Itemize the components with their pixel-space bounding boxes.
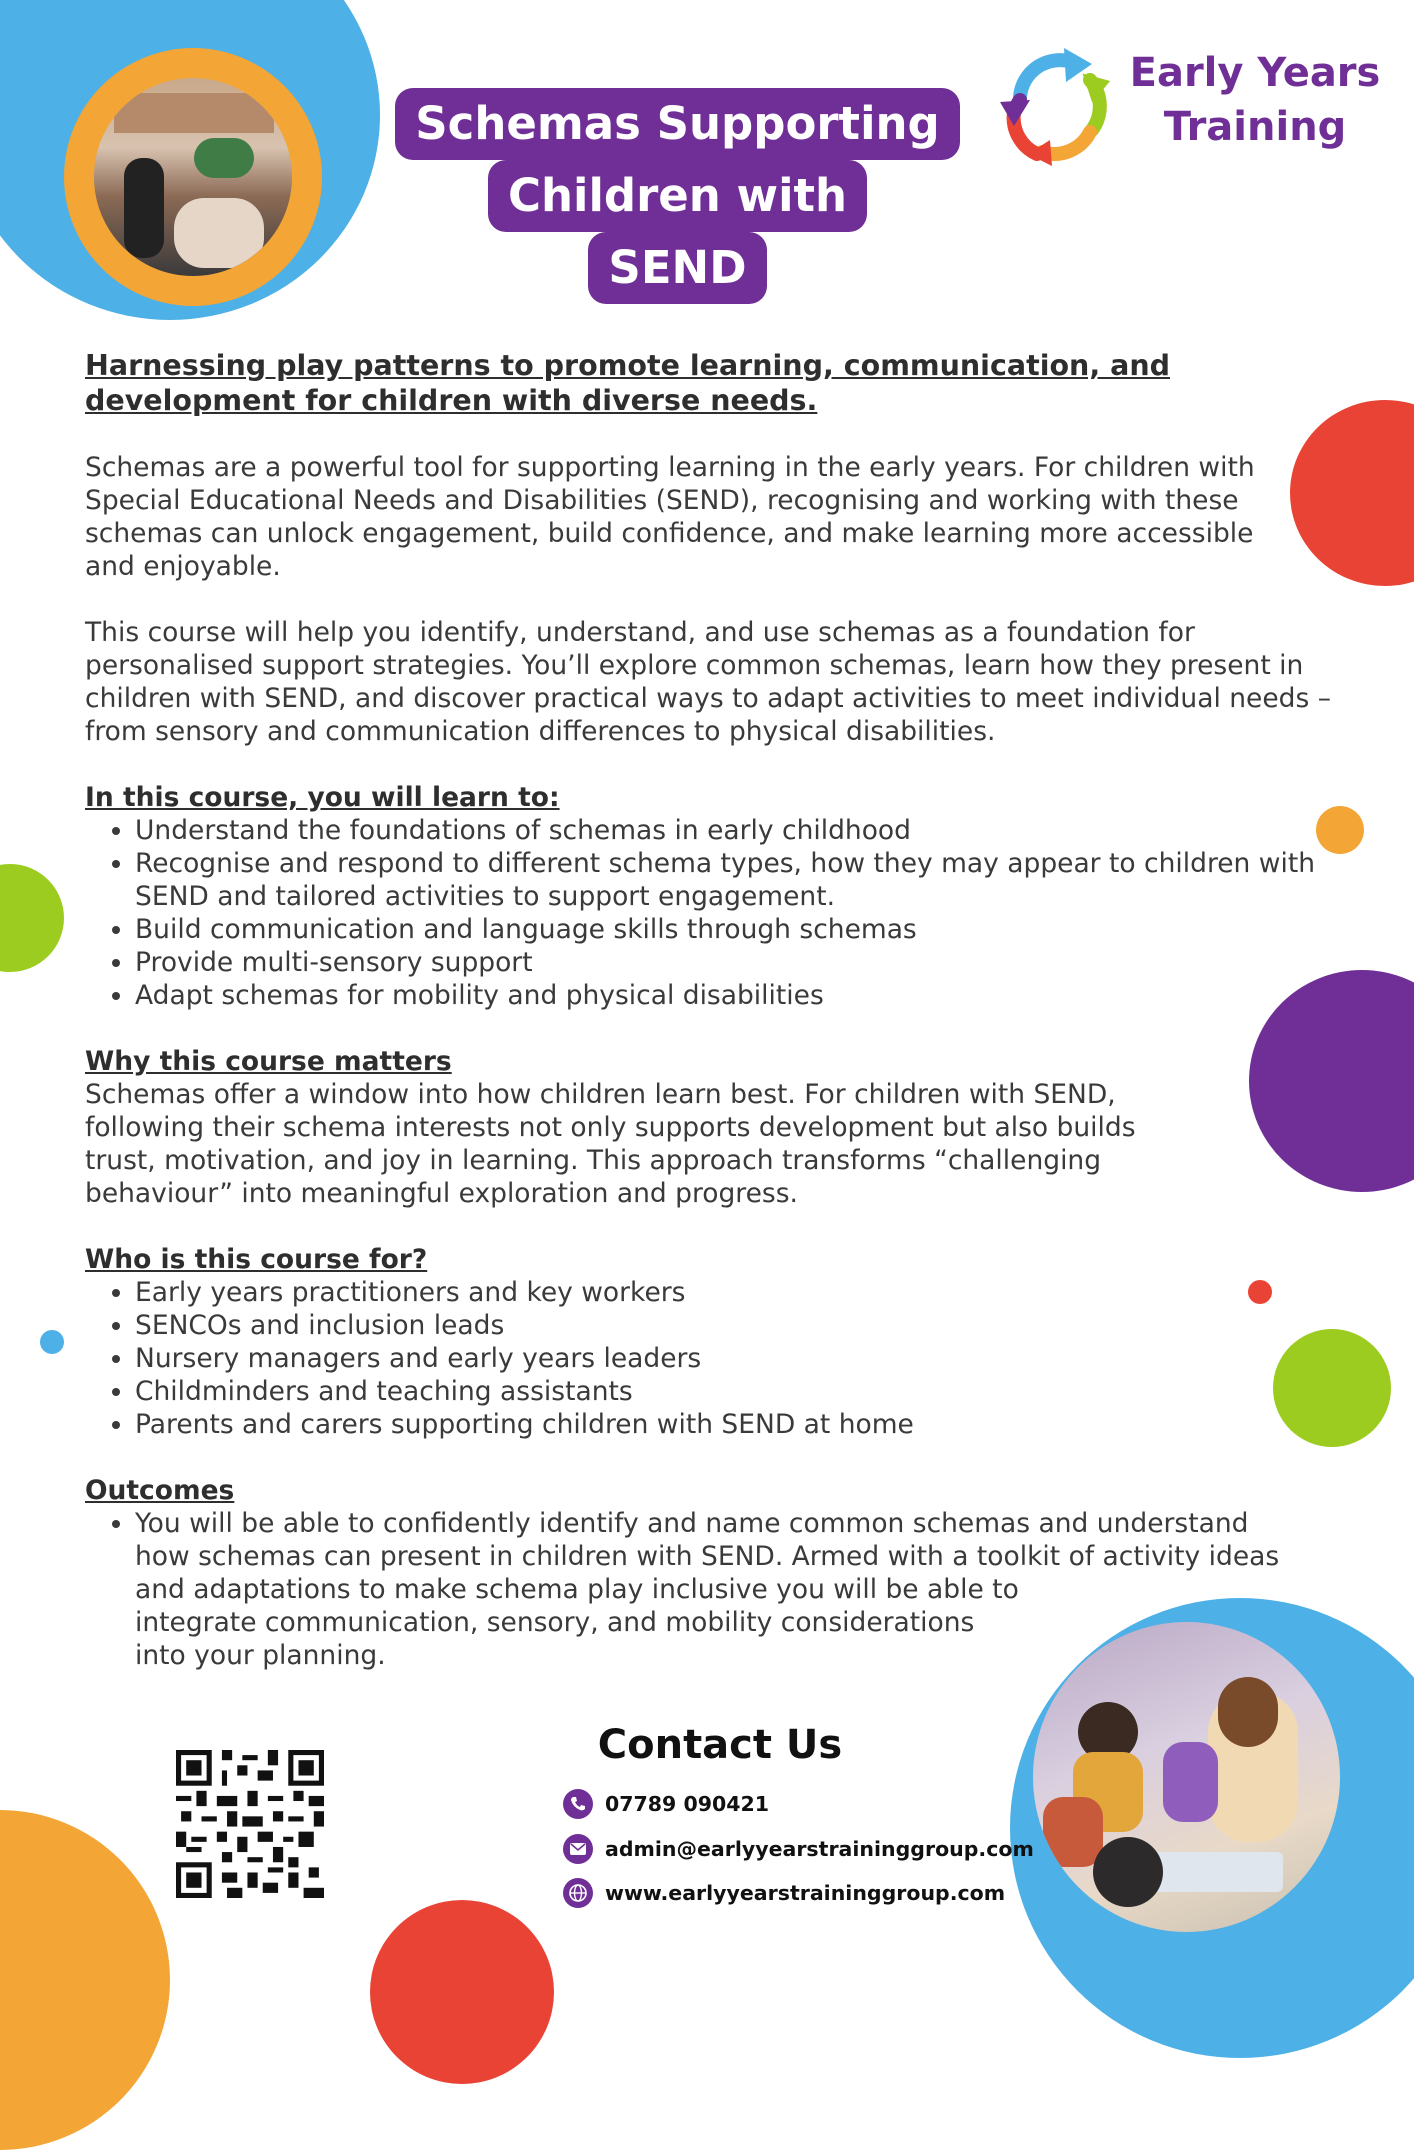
logo-line-1: Early Years (1129, 50, 1381, 96)
website-url[interactable]: www.earlyyearstraininggroup.com (605, 1881, 1006, 1905)
page-title (395, 88, 960, 304)
logo-line-2: Training (1163, 104, 1347, 150)
list-item: • Provide multi-sensory support (135, 946, 1365, 979)
contact-email[interactable] (563, 1834, 1034, 1864)
top-photo (94, 78, 292, 276)
outcome-line: into your planning. (135, 1640, 386, 1671)
outcomes-heading: Outcomes (85, 1475, 235, 1506)
list-item: • Build communication and language skills through schemas (135, 913, 1365, 946)
phone-icon (563, 1789, 593, 1819)
audience-list (85, 1276, 1365, 1441)
bottom-left-orange-blob (0, 1810, 170, 2150)
list-item: • Nursery managers and early years leaders (135, 1342, 1365, 1375)
list-item: • Childminders and teaching assistants (135, 1375, 1365, 1408)
email-address[interactable]: admin@earlyyearstraininggroup.com (605, 1837, 1034, 1861)
intro-paragraph-1: Schemas are a powerful tool for supporting learning in the early years. For children with Special Educational Needs and Disabilities (SEND), recognising and working with these schemas can unlock engagement, build confidence, and make learning more accessible and enjoyable. (85, 452, 1255, 582)
title-line-2: Children with (488, 160, 867, 232)
bottom-red-circle (370, 1900, 554, 2084)
logo-arrows-icon (992, 42, 1122, 172)
title-line-3: SEND (588, 232, 766, 304)
outcome-line: You will be able to confidently identify and name common schemas and understand (135, 1508, 1249, 1539)
list-item: • Understand the foundations of schemas in early childhood (135, 814, 1365, 847)
matters-heading: Why this course matters (85, 1046, 452, 1077)
list-item: • Early years practitioners and key workers (135, 1276, 1365, 1309)
matters-text: Schemas offer a window into how children learn best. For children with SEND, following their schema interests not only supports development but also builds trust, motivation, and joy in learning. This approach transforms “challenging behaviour” into meaningful exploration and progress. (85, 1079, 1136, 1209)
list-item: • Parents and carers supporting children with SEND at home (135, 1408, 1365, 1441)
subtitle: Harnessing play patterns to promote learning, communication, and development for children with diverse needs. (85, 349, 1171, 417)
contact-phone[interactable] (563, 1789, 769, 1819)
left-green-circle (0, 864, 64, 972)
phone-number[interactable]: 07789 090421 (605, 1792, 770, 1816)
outcome-line: and adaptations to make schema play inclusive you will be able to (135, 1574, 1019, 1605)
contact-website[interactable] (563, 1878, 1005, 1908)
outcome-line: how schemas can present in children with SEND. Armed with a toolkit of activity ideas (135, 1541, 1280, 1572)
outcome-line: integrate communication, sensory, and mobility considerations (135, 1607, 975, 1638)
intro-paragraph-2: This course will help you identify, understand, and use schemas as a foundation for personalised support strategies. You’ll explore common schemas, learn how they present in children with SEND, and discover practical ways to adapt activities to meet individual needs – from sensory and communication differences to physical disabilities. (85, 617, 1331, 747)
audience-heading: Who is this course for? (85, 1244, 428, 1275)
left-tiny-blue-dot (40, 1330, 64, 1354)
outcomes-list (85, 1507, 1365, 1672)
list-item: • Recognise and respond to different schema types, how they may appear to children with SEND and tailored activities to support engagement. (135, 847, 1365, 913)
globe-icon (563, 1878, 593, 1908)
list-item: • SENCOs and inclusion leads (135, 1309, 1365, 1342)
learn-list (85, 814, 1365, 1012)
learn-heading: In this course, you will learn to: (85, 782, 560, 813)
title-line-1: Schemas Supporting (395, 88, 960, 160)
email-icon (563, 1834, 593, 1864)
main-content (85, 348, 1365, 1672)
list-item: • Adapt schemas for mobility and physical disabilities (135, 979, 1365, 1012)
list-item (135, 1507, 1365, 1672)
contact-title: Contact Us (597, 1722, 843, 1768)
qr-code[interactable] (176, 1750, 324, 1898)
logo-text (1125, 46, 1385, 154)
